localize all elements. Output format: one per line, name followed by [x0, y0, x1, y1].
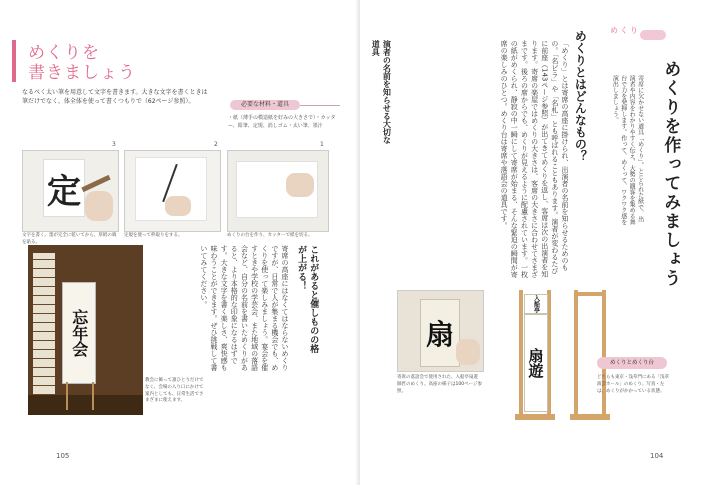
- section-label: めくり: [610, 26, 640, 35]
- right-page: [360, 0, 721, 485]
- intro-text: なるべく太い筆を用意して文字を書きます。大きな文字を書くときは筆だけでなく、体全体を使って書くつもりで（62ページ参照）。: [22, 89, 208, 106]
- title-accent-bar: [12, 40, 16, 82]
- step-number-3: 3: [112, 141, 116, 148]
- mekuri-stand-empty: [570, 290, 610, 420]
- hall-sign: 忘年会: [62, 282, 96, 384]
- step-caption-1: めくりの台を作り、カッターで紙を切る。: [227, 233, 313, 238]
- materials-list: ・紙（薄手の模造紙を好みの大きさで）・カッター、鉛筆、定規、消しゴム・太い筆、墨汁: [228, 115, 336, 129]
- body-text: 寄席の高座にはなくてはならないめくりですが、日常で人が集まる機会でも、めくりを使って楽しみましょう。宴会を催すときや学校の学芸会、また地域の落語会など、自分の名前を書いためくりがあると、より本格的な印象になるはずです。大きな文字を書く楽しさ、爽快感も味わうことができます。ぜひ挑戦して書いてみてください。: [199, 245, 289, 371]
- step-photo-1: [227, 150, 329, 232]
- step-caption-3: 文字を書く。墨が完全に乾いてから、厚紙の端を貼る。: [22, 233, 117, 245]
- hand-shape: [286, 173, 314, 197]
- page-number-left: 105: [56, 452, 70, 460]
- left-page-title: [28, 44, 136, 83]
- step-number-1: 1: [320, 141, 324, 148]
- mekuri-photo-caption: 寄席の落語会で使用された、入船亭扇遊師匠のめくり。高座の様子は100ページ参照。: [397, 375, 482, 394]
- sign-stand: [66, 382, 94, 410]
- step-number-2: 2: [214, 141, 218, 148]
- brush-character: 定: [43, 159, 85, 217]
- sub-heading-2: 演者の名前を知らせる大切な道具: [371, 40, 392, 144]
- title-line-1: めくりを: [28, 43, 100, 63]
- mekuri-stand-with-sign: [515, 290, 555, 420]
- hand-shape: [85, 191, 113, 221]
- stand-badge: めくりとめくり台: [597, 357, 667, 369]
- left-page: [0, 0, 360, 485]
- materials-badge: 必要な材料・道具: [230, 100, 300, 110]
- page-number-right: 104: [650, 452, 664, 460]
- step-photo-2: [124, 150, 221, 232]
- hand-shape: [456, 339, 480, 365]
- step-caption-2: 定規を使って枠取りをする。: [124, 233, 183, 238]
- lead-text: 寄席に欠かせない道具「めくり」。とじられた紙で、出演者や内容をわかりやすく伝え、大勢の観客を集める舞台で力を発揮します。作って、めくって、ワクワク感を演出しましょう。: [611, 75, 644, 225]
- shoji-window: [33, 253, 55, 403]
- right-page-title: めくりを作ってみましょう: [660, 60, 681, 288]
- section-decoration: [640, 30, 666, 40]
- body-heading: これがあると催しものの格が上がる！: [296, 245, 319, 353]
- sub-heading: めくりとはどんなもの？: [573, 30, 588, 162]
- hall-caption: 教会に飾って誰ひとりだけでなく、会場の入り口にかけて案内としても、日常生活でさまざまに使えます。: [145, 378, 204, 404]
- mekuri-character: 扇: [420, 299, 460, 367]
- stand-sign-top: 入船亭: [524, 294, 548, 314]
- stand-caption: どちらも東京・浅草門にある「浅草演芸ホール」のめくり。写真・左は、めくりがかかっている状態。: [597, 375, 669, 394]
- stand-sign-main: 扇遊: [524, 314, 548, 412]
- step-photo-3: [22, 150, 119, 232]
- title-line-2: 書きましょう: [28, 62, 136, 83]
- hand-shape: [165, 196, 191, 216]
- mekuri-photo: [397, 290, 484, 372]
- right-body-text: 「めくり」とは寄席の高座に掛けられ、出演者の名前を知らせるためのもの。「名ビラ」や「名札」とも呼ばれることもあります。演者が変わるたびに前座（143ページ参照）が出てきてめくりを返し、客席は次の出演者を知ります。寄席の楽屋ではめくりの大きさは、客席の大きさに合わせてさまざまです。後ろの席からでも、めくりが見えるように配慮されています。一枚の紙がめくられ、静寂の中一瞬にして寄席が始まる、そんな緊迫の瞬間が寄席の楽しみのひとつ。めくり台は寄席や落語会の道具です。: [500, 40, 569, 278]
- brush-icon: [81, 175, 110, 192]
- materials-divider: [300, 105, 340, 106]
